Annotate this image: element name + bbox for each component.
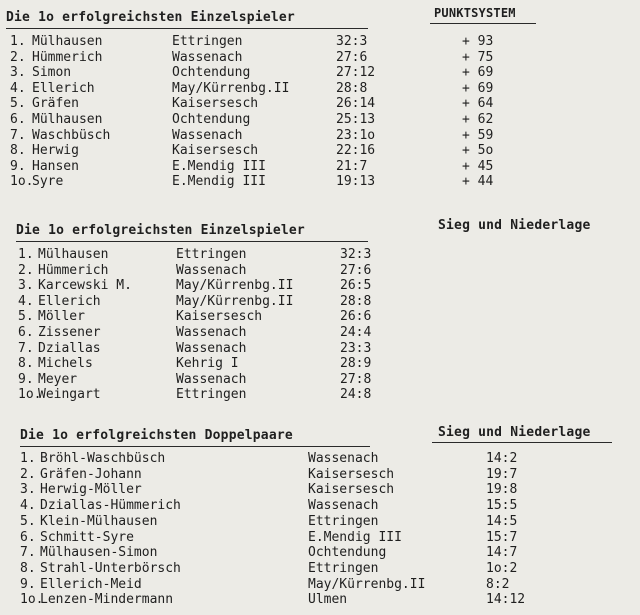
section1-side-underline bbox=[430, 23, 536, 24]
cell-score: 27:8 bbox=[340, 371, 372, 387]
cell-name: Bröhl-Waschbüsch bbox=[40, 451, 166, 466]
cell-club: Wassenach bbox=[172, 127, 243, 143]
cell-name: Karcewski M. bbox=[38, 278, 132, 294]
section2-side-title: Sieg und Niederlage bbox=[438, 218, 591, 233]
section3-title-underline bbox=[20, 446, 370, 447]
cell-club: Ulmen bbox=[308, 592, 348, 608]
cell-points: + 75 bbox=[462, 49, 494, 65]
cell-name: Hansen bbox=[32, 158, 79, 174]
cell-rank: 1. bbox=[10, 34, 26, 49]
cell-points: + 93 bbox=[462, 34, 494, 49]
cell-club: E.Mendig III bbox=[308, 529, 402, 545]
cell-club: Ettringen bbox=[308, 513, 379, 529]
cell-club: Kehrig I bbox=[176, 356, 239, 372]
cell-name: Lenzen-Mindermann bbox=[40, 592, 174, 608]
cell-name: Mülhausen bbox=[32, 34, 103, 49]
cell-points: + 5o bbox=[462, 143, 494, 159]
cell-name: Mülhausen bbox=[38, 247, 109, 262]
cell-score: 1o:2 bbox=[486, 560, 518, 576]
cell-rank: 5. bbox=[18, 309, 34, 325]
cell-club: May/Kürrenbg.II bbox=[308, 576, 426, 592]
section1-side-title: PUNKTSYSTEM bbox=[434, 6, 516, 20]
cell-name: Hümmerich bbox=[32, 49, 103, 65]
cell-score: 27:6 bbox=[336, 49, 368, 65]
cell-name: Gräfen bbox=[32, 96, 79, 112]
cell-club: Wassenach bbox=[176, 262, 247, 278]
cell-rank: 1o. bbox=[18, 387, 42, 403]
cell-rank: 2. bbox=[18, 262, 34, 278]
cell-score: 27:12 bbox=[336, 65, 376, 81]
cell-score: 27:6 bbox=[340, 262, 372, 278]
cell-name: Zissener bbox=[38, 325, 101, 340]
cell-score: 19:8 bbox=[486, 482, 518, 498]
cell-score: 23:3 bbox=[340, 340, 372, 356]
cell-club: Ettringen bbox=[172, 34, 243, 49]
cell-name: Hümmerich bbox=[38, 262, 109, 278]
cell-rank: 2. bbox=[20, 466, 36, 482]
cell-name: Ellerich bbox=[32, 80, 95, 96]
cell-club: Ettringen bbox=[176, 247, 247, 262]
cell-rank: 3. bbox=[20, 482, 36, 498]
cell-name: Strahl-Unterbörsch bbox=[40, 560, 181, 576]
cell-rank: 3. bbox=[10, 65, 26, 81]
cell-name: Dziallas-Hümmerich bbox=[40, 498, 181, 514]
section3-title: Die 1o erfolgreichsten Doppelpaare bbox=[20, 428, 293, 443]
cell-rank: 4. bbox=[20, 498, 36, 514]
cell-score: 15:5 bbox=[486, 498, 518, 514]
cell-club: May/Kürrenbg.II bbox=[176, 278, 294, 294]
cell-score: 26:5 bbox=[340, 278, 372, 294]
cell-name: Herwig bbox=[32, 143, 79, 159]
cell-rank: 1o. bbox=[20, 592, 44, 608]
cell-points: + 62 bbox=[462, 112, 494, 127]
cell-rank: 8. bbox=[20, 560, 36, 576]
cell-name: Gräfen-Johann bbox=[40, 466, 142, 482]
cell-name: Michels bbox=[38, 356, 93, 372]
cell-rank: 4. bbox=[10, 80, 26, 96]
cell-club: Ettringen bbox=[308, 560, 379, 576]
cell-score: 23:1o bbox=[336, 127, 376, 143]
cell-club: Kaisersesch bbox=[176, 309, 263, 325]
cell-club: Kaisersesch bbox=[172, 143, 259, 159]
cell-points: + 69 bbox=[462, 65, 494, 81]
cell-rank: 5. bbox=[10, 96, 26, 112]
cell-score: 15:7 bbox=[486, 529, 518, 545]
cell-club: Wassenach bbox=[308, 498, 379, 514]
cell-points: + 45 bbox=[462, 158, 494, 174]
cell-rank: 8. bbox=[18, 356, 34, 372]
cell-score: 25:13 bbox=[336, 112, 376, 127]
cell-club: Kaisersesch bbox=[172, 96, 259, 112]
cell-club: Wassenach bbox=[308, 451, 379, 466]
cell-score: 32:3 bbox=[336, 34, 368, 49]
cell-club: Ochtendung bbox=[172, 65, 251, 81]
cell-club: Wassenach bbox=[176, 371, 247, 387]
cell-name: Schmitt-Syre bbox=[40, 529, 134, 545]
cell-rank: 9. bbox=[18, 371, 34, 387]
cell-score: 14:2 bbox=[486, 451, 518, 466]
cell-club: E.Mendig III bbox=[172, 158, 266, 174]
cell-rank: 7. bbox=[10, 127, 26, 143]
cell-club: Ochtendung bbox=[308, 545, 387, 561]
cell-rank: 4. bbox=[18, 293, 34, 309]
cell-club: Ochtendung bbox=[172, 112, 251, 127]
cell-rank: 1. bbox=[18, 247, 34, 262]
section3-side-title: Sieg und Niederlage bbox=[438, 425, 591, 440]
cell-score: 14:5 bbox=[486, 513, 518, 529]
cell-rank: 6. bbox=[10, 112, 26, 127]
cell-name: Ellerich-Meid bbox=[40, 576, 142, 592]
cell-score: 24:4 bbox=[340, 325, 372, 340]
cell-rank: 1. bbox=[20, 451, 36, 466]
cell-score: 19:7 bbox=[486, 466, 518, 482]
cell-club: May/Kürrenbg.II bbox=[172, 80, 290, 96]
cell-score: 24:8 bbox=[340, 387, 372, 403]
cell-rank: 3. bbox=[18, 278, 34, 294]
section2-title-underline bbox=[16, 241, 368, 242]
cell-rank: 6. bbox=[18, 325, 34, 340]
cell-club: Wassenach bbox=[176, 325, 247, 340]
cell-name: Simon bbox=[32, 65, 72, 81]
cell-score: 28:9 bbox=[340, 356, 372, 372]
cell-points: + 64 bbox=[462, 96, 494, 112]
cell-score: 28:8 bbox=[340, 293, 372, 309]
cell-name: Waschbüsch bbox=[32, 127, 111, 143]
cell-club: May/Kürrenbg.II bbox=[176, 293, 294, 309]
cell-points: + 59 bbox=[462, 127, 494, 143]
section3-side-underline bbox=[432, 442, 612, 443]
section2-title: Die 1o erfolgreichsten Einzelspieler bbox=[16, 223, 305, 238]
cell-rank: 7. bbox=[18, 340, 34, 356]
section1-title-underline bbox=[6, 28, 368, 29]
cell-name: Möller bbox=[38, 309, 85, 325]
cell-points: + 44 bbox=[462, 174, 494, 190]
cell-score: 32:3 bbox=[340, 247, 372, 262]
cell-rank: 7. bbox=[20, 545, 36, 561]
cell-score: 14:7 bbox=[486, 545, 518, 561]
cell-name: Mülhausen bbox=[32, 112, 103, 127]
cell-rank: 6. bbox=[20, 529, 36, 545]
cell-score: 14:12 bbox=[486, 592, 526, 608]
section1-title: Die 1o erfolgreichsten Einzelspieler bbox=[6, 10, 295, 25]
cell-rank: 5. bbox=[20, 513, 36, 529]
cell-rank: 9. bbox=[10, 158, 26, 174]
cell-club: E.Mendig III bbox=[172, 174, 266, 190]
cell-score: 8:2 bbox=[486, 576, 510, 592]
cell-score: 26:6 bbox=[340, 309, 372, 325]
cell-rank: 8. bbox=[10, 143, 26, 159]
cell-score: 19:13 bbox=[336, 174, 376, 190]
cell-name: Weingart bbox=[38, 387, 101, 403]
cell-points: + 69 bbox=[462, 80, 494, 96]
cell-club: Ettringen bbox=[176, 387, 247, 403]
cell-name: Meyer bbox=[38, 371, 78, 387]
cell-name: Klein-Mülhausen bbox=[40, 513, 158, 529]
cell-score: 26:14 bbox=[336, 96, 376, 112]
cell-name: Syre bbox=[32, 174, 64, 190]
cell-score: 28:8 bbox=[336, 80, 368, 96]
cell-rank: 9. bbox=[20, 576, 36, 592]
cell-name: Herwig-Möller bbox=[40, 482, 142, 498]
cell-club: Kaisersesch bbox=[308, 482, 395, 498]
cell-rank: 2. bbox=[10, 49, 26, 65]
cell-club: Kaisersesch bbox=[308, 466, 395, 482]
cell-name: Mülhausen-Simon bbox=[40, 545, 158, 561]
cell-club: Wassenach bbox=[172, 49, 243, 65]
cell-name: Ellerich bbox=[38, 293, 101, 309]
cell-rank: 1o. bbox=[10, 174, 34, 190]
cell-score: 22:16 bbox=[336, 143, 376, 159]
cell-name: Dziallas bbox=[38, 340, 101, 356]
cell-score: 21:7 bbox=[336, 158, 368, 174]
cell-club: Wassenach bbox=[176, 340, 247, 356]
